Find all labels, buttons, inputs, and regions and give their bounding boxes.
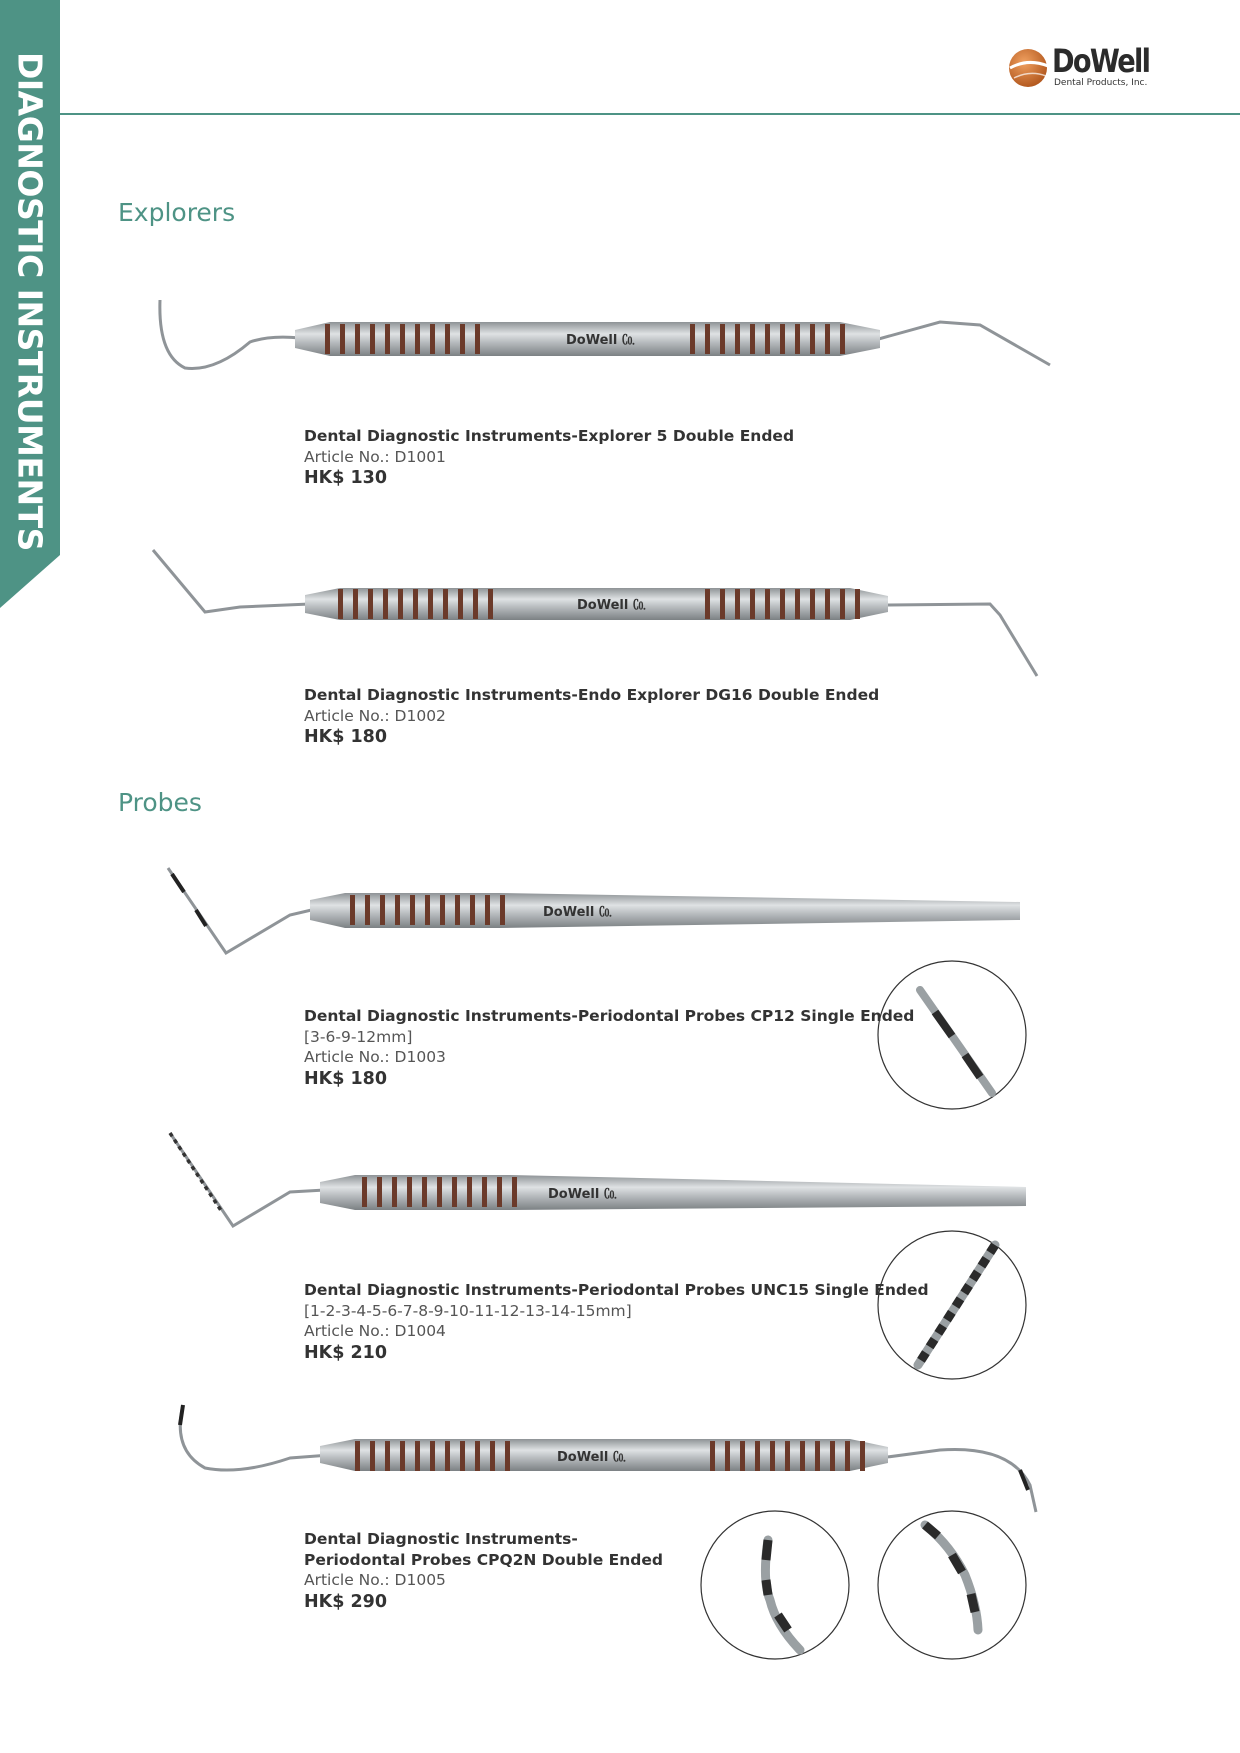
cpq2n-tip-detail-left-image — [701, 1511, 849, 1659]
product-title: Dental Diagnostic Instruments-Endo Explorer DG16 Double Ended — [304, 686, 880, 704]
svg-text:DoWell ㏇: DoWell ㏇ — [566, 333, 635, 348]
section-heading-probes: Probes — [118, 788, 202, 817]
product-price: HK$ 180 — [304, 727, 388, 747]
product-price: HK$ 180 — [304, 1068, 388, 1089]
section-heading-explorers: Explorers — [118, 198, 236, 227]
brand-logo-subtitle: Dental Products, Inc. — [1054, 78, 1148, 88]
product-price: HK$ 210 — [304, 1342, 388, 1363]
product-d1003 — [304, 1009, 914, 1088]
product-title-line1: Dental Diagnostic Instruments- — [304, 1530, 578, 1548]
product-article-number: Article No.: D1005 — [304, 1571, 446, 1589]
sidebar-title-text: DIAGNOSTIC INSTRUMENTS — [10, 52, 50, 551]
product-article-number: Article No.: D1003 — [304, 1048, 446, 1066]
instrument-explorer-5-image — [160, 300, 1050, 368]
instrument-probe-unc15-image — [170, 1133, 1026, 1226]
product-article-number: Article No.: D1002 — [304, 706, 446, 725]
product-spec: [3-6-9-12mm] — [304, 1027, 413, 1046]
product-d1001 — [304, 429, 794, 488]
product-d1002 — [304, 688, 879, 747]
instrument-probe-cpq2n-image — [180, 1405, 1036, 1512]
product-d1004 — [304, 1283, 929, 1362]
svg-text:DoWell ㏇: DoWell ㏇ — [548, 1187, 617, 1202]
product-spec: [1-2-3-4-5-6-7-8-9-10-11-12-13-14-15mm] — [304, 1301, 632, 1320]
svg-text:DoWell ㏇: DoWell ㏇ — [557, 1450, 626, 1465]
svg-text:DoWell ㏇: DoWell ㏇ — [577, 598, 646, 613]
product-price: HK$ 290 — [304, 1591, 388, 1612]
product-title-line2: Periodontal Probes CPQ2N Double Ended — [304, 1550, 663, 1569]
brand-logo-name: DoWell — [1052, 42, 1150, 80]
product-title: Dental Diagnostic Instruments-Periodontal Probes UNC15 Single Ended — [304, 1281, 929, 1299]
instrument-endo-explorer-dg16-image — [153, 550, 1037, 676]
product-title: Dental Diagnostic Instruments-Explorer 5 Double Ended — [304, 427, 795, 445]
product-price: HK$ 130 — [304, 468, 388, 488]
product-d1005 — [304, 1532, 663, 1611]
product-title: Dental Diagnostic Instruments-Periodontal Probes CP12 Single Ended — [304, 1007, 915, 1025]
product-article-number: Article No.: D1001 — [304, 447, 446, 466]
svg-text:DoWell ㏇: DoWell ㏇ — [543, 905, 612, 920]
product-article-number: Article No.: D1004 — [304, 1322, 446, 1340]
cpq2n-tip-detail-right-image — [878, 1511, 1026, 1659]
instrument-probe-cp12-image — [168, 868, 1020, 953]
